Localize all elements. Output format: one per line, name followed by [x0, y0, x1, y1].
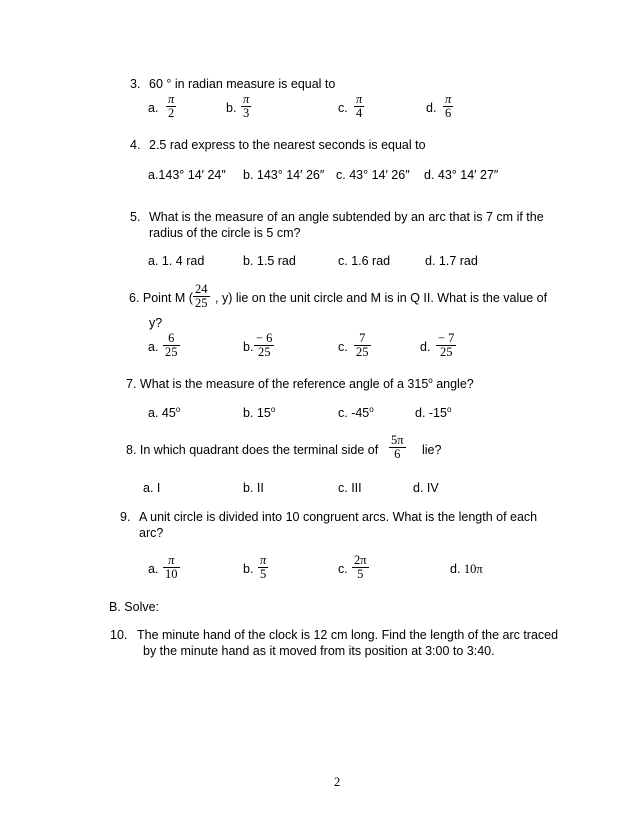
- q3-question: 60 ° in radian measure is equal to: [149, 77, 336, 91]
- q7-option-b-text: b. 15: [243, 406, 271, 421]
- q3-option-b-fraction: [241, 93, 251, 120]
- page-number: 2: [334, 775, 341, 789]
- q9-question-line2: arc?: [139, 526, 164, 540]
- q6-option-b-num: − 6: [256, 331, 273, 345]
- q6-option-b-fraction: [254, 332, 274, 359]
- q7-option-b-sup: o: [270, 405, 276, 414]
- q6-prefix: 6. Point M (: [129, 291, 193, 305]
- q8-option-b: b. II: [243, 481, 264, 495]
- q5-option-b: b. 1.5 rad: [243, 254, 296, 268]
- q7-option-a-sup: o: [175, 405, 181, 414]
- q3-option-a-label: a.: [148, 101, 159, 115]
- q3-option-b-num: π: [243, 92, 250, 106]
- q6-line2: y?: [149, 316, 163, 330]
- q6-option-c-label: c.: [338, 340, 348, 354]
- q7-option-d-text: d. -15: [415, 406, 447, 421]
- q6-option-d-den: 25: [439, 345, 453, 359]
- q7-option-a-text: a. 45: [148, 406, 176, 421]
- q7-option-b: [243, 405, 275, 420]
- q7-question-pre: 7. What is the measure of the reference angle of a 315: [126, 377, 429, 392]
- q7-option-d-sup: o: [446, 405, 452, 414]
- q7-option-d: [415, 405, 451, 420]
- q8-suffix: lie?: [422, 443, 442, 457]
- q7-option-c-text: c. -45: [338, 406, 370, 421]
- q4-option-a: a.143° 14′ 24″: [148, 168, 226, 182]
- q6-option-c-den: 25: [356, 345, 369, 359]
- q3-option-d-den: 6: [445, 106, 452, 120]
- q4-number: 4.: [130, 138, 141, 152]
- q3-number: 3.: [130, 77, 141, 91]
- q8-option-c: c. III: [338, 481, 362, 495]
- q3-option-c-label: c.: [338, 101, 348, 115]
- q8-fraction: [389, 434, 406, 461]
- q9-option-d-value: 10π: [463, 562, 483, 576]
- q9-number: 9.: [120, 510, 131, 524]
- q9-option-c-num: 2π: [354, 553, 367, 567]
- q9-option-b-label: b.: [243, 562, 254, 576]
- q6-option-c-num: 7: [354, 332, 371, 346]
- q3-option-d-fraction: [443, 93, 453, 120]
- q7-option-c-sup: o: [369, 405, 374, 414]
- q9-option-a-fraction: [163, 554, 180, 581]
- q6-option-d-fraction: [436, 332, 456, 359]
- q3-option-c-fraction: [354, 93, 364, 120]
- q9-option-c-den: 5: [357, 567, 364, 581]
- q3-option-a-fraction: [166, 93, 176, 120]
- q9-option-a-den: 10: [165, 567, 178, 581]
- q5-option-d: d. 1.7 rad: [425, 254, 478, 268]
- q9-option-d-label: d.: [450, 562, 461, 576]
- q9-question-line1: A unit circle is divided into 10 congruent arcs. What is the length of each: [139, 510, 538, 524]
- q10-number: 10.: [110, 628, 128, 642]
- q6-option-a-num: 6: [163, 332, 180, 346]
- q6-option-b-label: b.: [243, 340, 254, 354]
- q3-option-a-num: π: [168, 92, 175, 106]
- q5-question-line1: What is the measure of an angle subtended by an arc that is 7 cm if the: [149, 210, 544, 224]
- q6-option-d-label: d.: [420, 340, 431, 354]
- q9-option-b-den: 5: [260, 567, 267, 581]
- q6-frac-den: 25: [195, 296, 208, 310]
- q8-question: 8. In which quadrant does the terminal side of: [126, 443, 379, 457]
- q5-option-c: c. 1.6 rad: [338, 254, 391, 268]
- q7-option-a: [148, 405, 180, 420]
- q3-option-b-label: b.: [226, 101, 237, 115]
- q9-option-d: [450, 562, 483, 577]
- q8-option-a: a. I: [143, 481, 161, 495]
- q6-frac-num: 24: [195, 282, 208, 296]
- q9-option-c-fraction: [352, 554, 369, 581]
- q6-option-a-label: a.: [148, 340, 159, 354]
- q9-option-a-num: π: [163, 554, 180, 568]
- q9-option-a-label: a.: [148, 562, 159, 576]
- q6-option-a-fraction: [163, 332, 180, 359]
- q7-question: [126, 376, 474, 391]
- q6-option-a-den: 25: [165, 345, 178, 359]
- q7-option-c: [338, 405, 374, 420]
- q8-frac-den: 6: [394, 447, 401, 461]
- q9-option-c-label: c.: [338, 562, 348, 576]
- q3-option-c-den: 4: [356, 106, 363, 120]
- q6-suffix: , y) lie on the unit circle and M is in Q II. What is the value of: [215, 291, 548, 305]
- q6-option-d-num: − 7: [438, 331, 455, 345]
- q5-option-a: a. 1. 4 rad: [148, 254, 205, 268]
- q3-option-d-label: d.: [426, 101, 437, 115]
- q6-fraction: [193, 283, 210, 310]
- q7-question-post: angle?: [432, 377, 474, 392]
- q3-option-c-num: π: [356, 92, 363, 106]
- q4-option-c: c. 43° 14′ 26″: [336, 168, 410, 182]
- q6-option-c-fraction: [354, 332, 371, 359]
- section-b-heading: B. Solve:: [109, 600, 160, 614]
- q3-option-d-num: π: [445, 92, 452, 106]
- q7-question-sup: o: [428, 376, 433, 385]
- q9-option-b-num: π: [260, 553, 267, 567]
- q5-question-line2: radius of the circle is 5 cm?: [149, 226, 301, 240]
- q10-line1: The minute hand of the clock is 12 cm long. Find the length of the arc traced: [137, 628, 559, 642]
- q9-option-b-fraction: [258, 554, 268, 581]
- q3-option-b-den: 3: [243, 106, 250, 120]
- q4-option-b: b. 143° 14′ 26″: [243, 168, 325, 182]
- q3-option-a-den: 2: [168, 106, 175, 120]
- q4-question: 2.5 rad express to the nearest seconds is equal to: [149, 138, 426, 152]
- q4-option-d: d. 43° 14′ 27″: [424, 168, 499, 182]
- q8-frac-num: 5π: [391, 433, 404, 447]
- q5-number: 5.: [130, 210, 141, 224]
- q6-option-b-den: 25: [257, 345, 271, 359]
- q8-option-d: d. IV: [413, 481, 439, 495]
- q10-line2: by the minute hand as it moved from its position at 3:00 to 3:40.: [143, 644, 495, 658]
